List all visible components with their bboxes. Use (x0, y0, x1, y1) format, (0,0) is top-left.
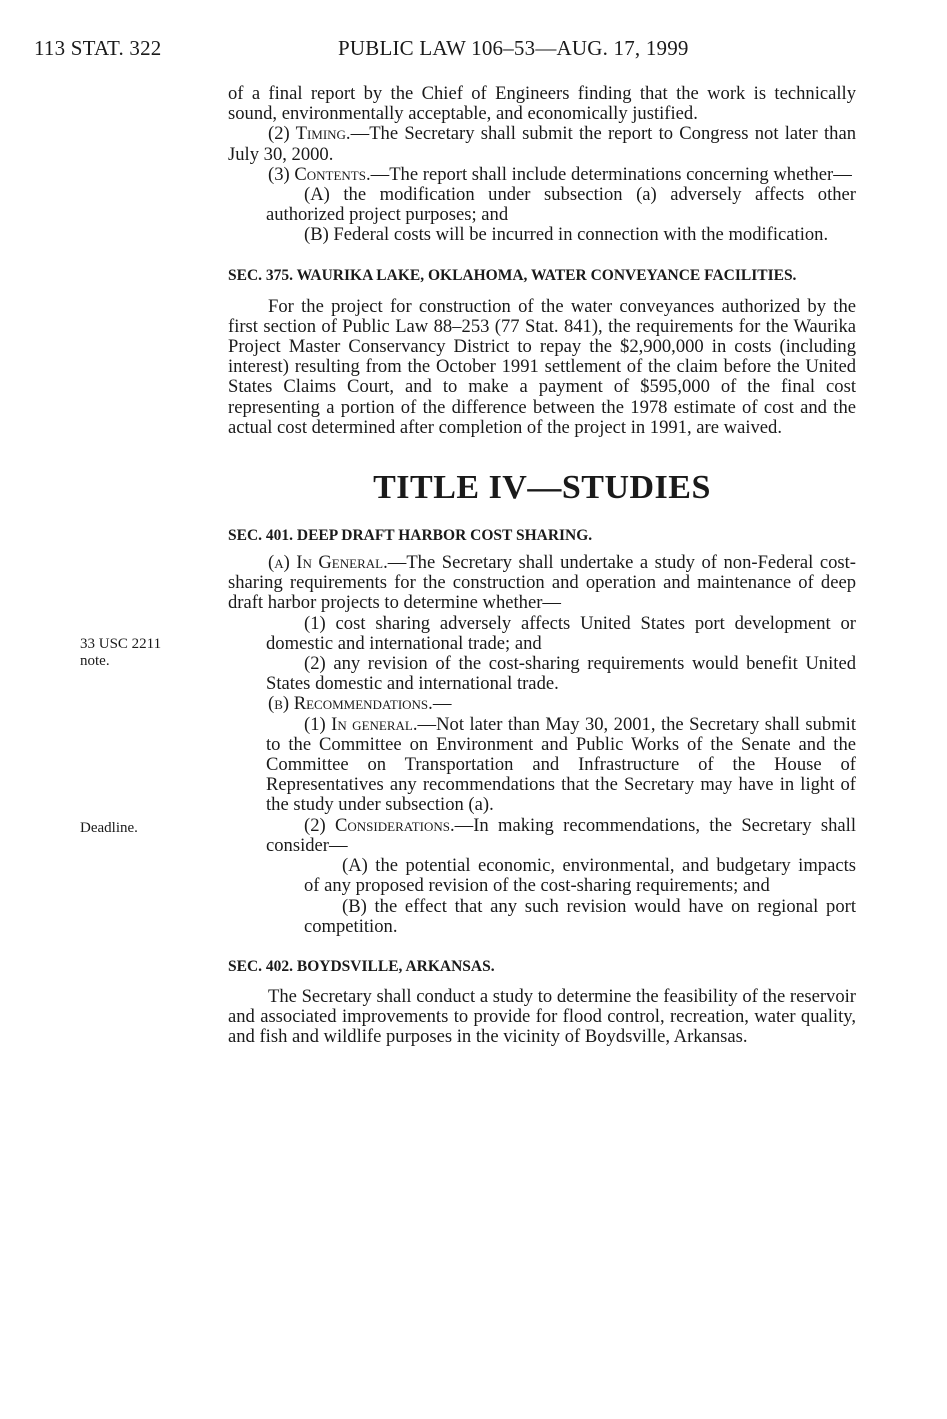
section-401-b1-text: —Not later than May 30, 2001, the Secretary shall submit to the Committee on Environment and Public Works of the Senate and the Committee on Transportation and Infrastructure of the House of Representatives any recommendations that the Secretary may have in light of the study under subsection (a). (266, 713, 856, 816)
section-401-b-dash: — (432, 693, 452, 715)
section-401-b2 (228, 816, 856, 856)
timing-heading: (2) Timing. (268, 123, 351, 145)
section-401-b2-text: —In making recommendations, the Secretary shall consider— (266, 814, 856, 856)
section-401-b (228, 694, 856, 714)
contents-item-a: (A) the modification under subsection (a) adversely affects other authorized project purposes; and (266, 184, 856, 226)
section-401-b2A: (A) the potential economic, environmental, and budgetary impacts of any proposed revision of the cost-sharing requirements; and (304, 855, 856, 897)
section-401-a2: (2) any revision of the cost-sharing requirements would benefit United States domestic and international trade. (266, 653, 856, 695)
section-401-b1-heading: (1) In general. (304, 713, 418, 735)
margin-note-usc (80, 636, 200, 670)
section-402-heading: SEC. 402. BOYDSVILLE, ARKANSAS. (228, 957, 495, 975)
section-401-a-heading: (a) In General. (268, 552, 388, 574)
report-continuation: of a final report by the Chief of Engineers finding that the work is technically sound, environmentally acceptable, and economically justified. (228, 83, 856, 125)
timing-paragraph (228, 124, 856, 164)
margin-note-deadline: Deadline. (80, 820, 138, 836)
usc-reference: 33 USC 2211 (80, 636, 162, 652)
section-401-b1 (228, 715, 856, 816)
contents-item-b: (B) Federal costs will be incurred in connection with the modification. (304, 224, 829, 246)
contents-paragraph (228, 165, 856, 185)
section-375-text: For the project for construction of the water conveyances authorized by the first section of Public Law 88–253 (77 Stat. 841), the requirements for the Waurika Project Master Conservancy District to repay the $2,900,000 in costs (including interest) resulting from the October 1991 settlement of the claim before the United States Claims Court, and to make a payment of $595,000 of the final cost representing a portion of the difference between the 1978 estimate of cost and the actual cost determined after completion of the project in 1991, are waived. (228, 295, 856, 438)
section-402-text: The Secretary shall conduct a study to determine the feasibility of the reservoir and associated improvements to provide for flood control, recreation, water quality, and fish and wildlife purposes in the vicinity of Boydsville, Arkansas. (228, 985, 856, 1048)
section-401-b2B: (B) the effect that any such revision would have on regional port competition. (304, 895, 856, 937)
section-375-heading: SEC. 375. WAURIKA LAKE, OKLAHOMA, WATER CONVEYANCE FACILITIES. (228, 266, 797, 284)
timing-text: —The Secretary shall submit the report to Congress not later than July 30, 2000. (228, 123, 856, 165)
section-401-b-heading: (b) Recommendations. (268, 693, 433, 715)
document-body (228, 84, 856, 1048)
contents-text: —The report shall include determinations concerning whether— (370, 163, 852, 185)
contents-heading: (3) Contents. (268, 163, 371, 185)
section-401-a1: (1) cost sharing adversely affects United States port development or domestic and international trade; and (266, 612, 856, 654)
section-401-b2-heading: (2) Considerations. (304, 814, 455, 836)
title-iv-heading: TITLE IV—STUDIES (373, 469, 711, 507)
section-401-heading: SEC. 401. DEEP DRAFT HARBOR COST SHARING. (228, 527, 593, 545)
section-401-a-text: —The Secretary shall undertake a study of non-Federal cost-sharing requirements for the construction and operation and maintenance of deep draft harbor projects to determine whether— (228, 552, 856, 614)
statute-reference: 113 STAT. 322 (34, 36, 162, 60)
usc-note: note. (80, 653, 110, 669)
section-401-a (228, 553, 856, 614)
law-title: PUBLIC LAW 106–53—AUG. 17, 1999 (338, 36, 689, 60)
